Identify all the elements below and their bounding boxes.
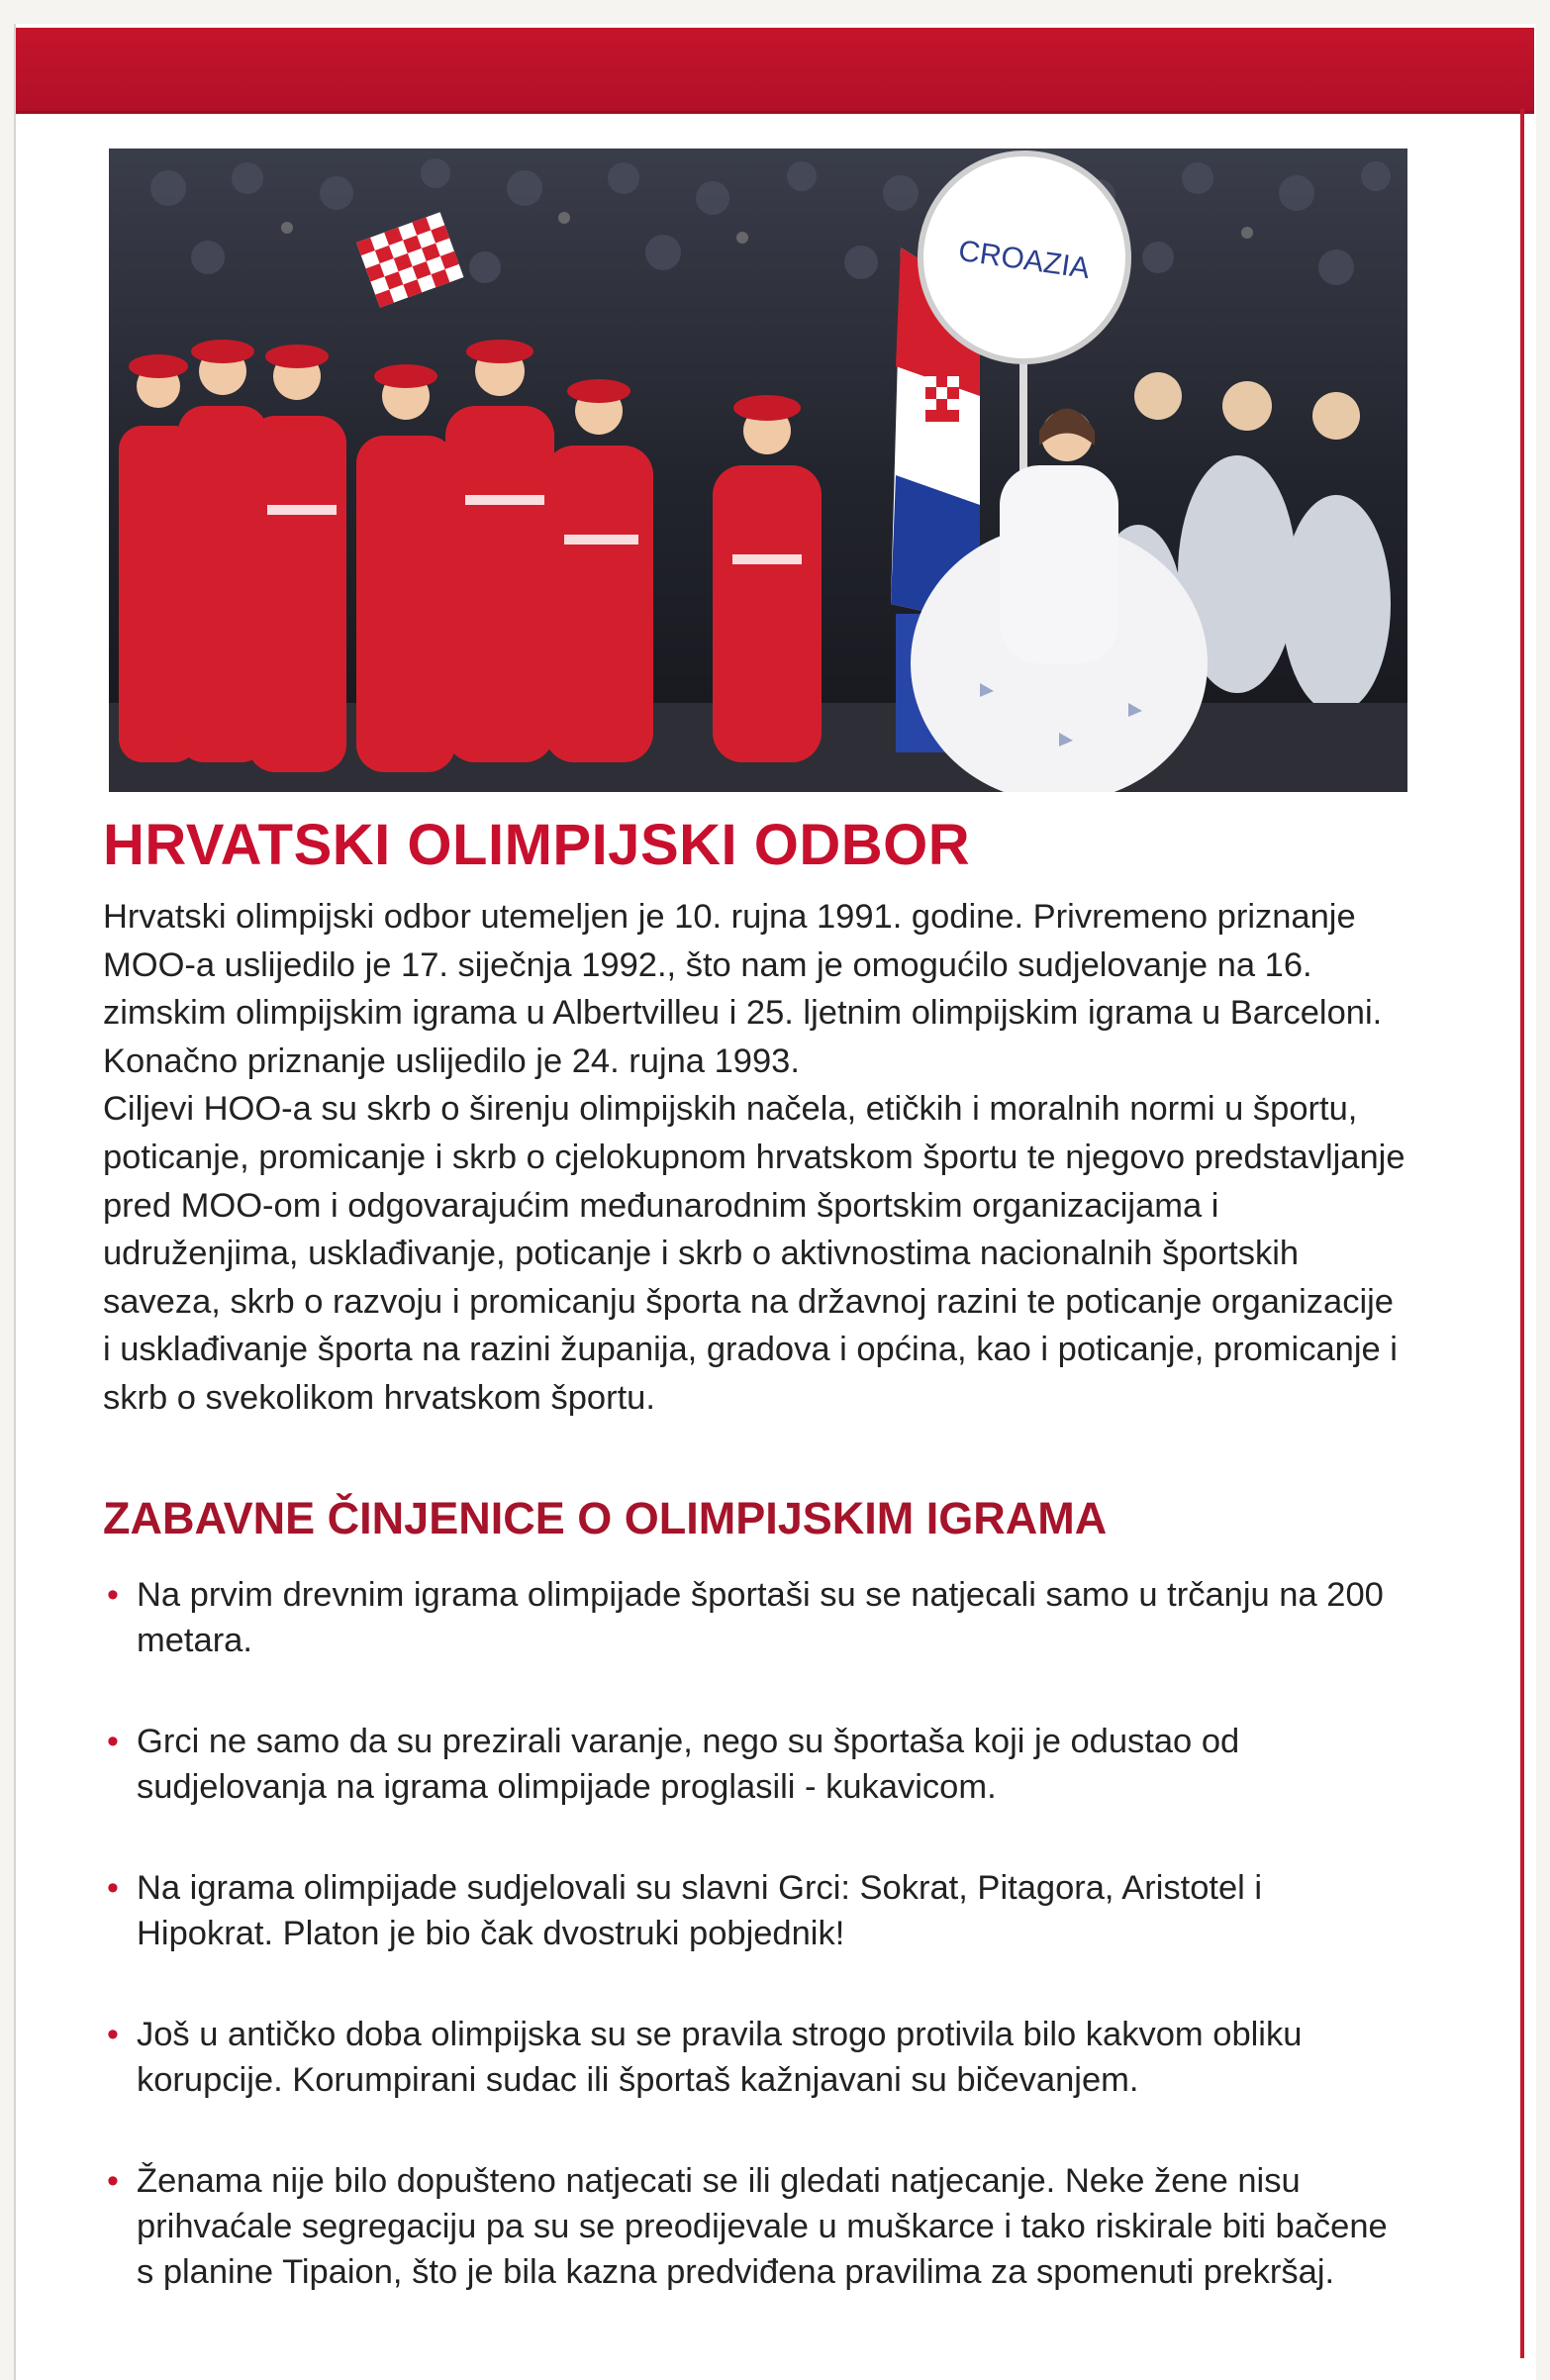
list-item: [103, 2012, 1390, 2103]
bullet-icon: •: [107, 2162, 119, 2200]
list-item: [103, 2158, 1390, 2295]
list-item: [103, 1572, 1390, 1663]
paragraph-goals: Ciljevi HOO-a su skrb o širenju olimpijskih načela, etičkih i moralnih normi u športu, poticanje, promicanje i skrb o cjelokupnom hrvatskom športu te njegovo predstavljanje pred MOO-om i odgovarajućim međunarodnim športskim organizacijama i udruženjima, usklađivanje, poticanje i skrb o aktivnostima nacionalnih športskih saveza, skrb o razvoju i promicanju športa na državnoj razini te poticanje organizacije i usklađivanje športa na razini županija, gradova i općina, kao i poticanje, promicanje i skrb o svekolikom hrvatskom športu.: [103, 1090, 1405, 1417]
paragraph-founding: Hrvatski olimpijski odbor utemeljen je 10. rujna 1991. godine. Privremeno priznanje MOO-a uslijedilo je 17. siječnja 1992., što nam je omogućilo sudjelovanje na 16. zimskim olimpijskim igrama u Albertvilleu i 25. ljetnim olimpijskim igrama u Barceloni. Konačno priznanje uslijedilo je 24. rujna 1993.: [103, 898, 1383, 1080]
bullet-icon: •: [107, 2016, 119, 2053]
bullet-icon: •: [107, 1723, 119, 1760]
right-red-edge: [1520, 109, 1524, 2358]
facts-title: ZABAVNE ČINJENICE O OLIMPIJSKIM IGRAMA: [103, 1493, 1108, 1543]
list-item: [103, 1719, 1390, 1810]
list-item: [103, 1865, 1390, 1956]
bullet-icon: •: [107, 1576, 119, 1614]
fact-text: Na igrama olimpijade sudjelovali su slavni Grci: Sokrat, Pitagora, Aristotel i Hipokrat. Platon je bio čak dvostruki pobjednik!: [137, 1869, 1263, 1952]
header-red-band: [16, 28, 1534, 114]
fact-text: Još u antičko doba olimpijska su se pravila strogo protivila bilo kakvom obliku korupcije. Korumpirani sudac ili športaš kažnjavani su bičevanjem.: [137, 2016, 1303, 2099]
fact-text: Na prvim drevnim igrama olimpijade športaši su se natjecali samo u trčanju na 200 metara.: [137, 1576, 1384, 1659]
fact-text: Grci ne samo da su prezirali varanje, nego su športaša koji je odustao od sudjelovanja na igrama olimpijade proglasili - kukavicom.: [137, 1723, 1240, 1806]
olympic-team-photo: [109, 149, 1407, 792]
section-title: HRVATSKI OLIMPIJSKI ODBOR: [103, 813, 971, 877]
photo-illustration: [109, 149, 1407, 792]
fact-text: Ženama nije bilo dopušteno natjecati se ili gledati natjecanje. Neke žene nisu prihvaćale segregaciju pa su se preodijevale u muškarce i tako riskirale biti bačene s planine Tipaion, što je bila kazna predviđena pravilima za spomenuti prekršaj.: [137, 2162, 1388, 2291]
section-body: [103, 893, 1409, 1423]
placard-text: CROAZIA: [956, 234, 1092, 286]
bullet-icon: •: [107, 1869, 119, 1907]
